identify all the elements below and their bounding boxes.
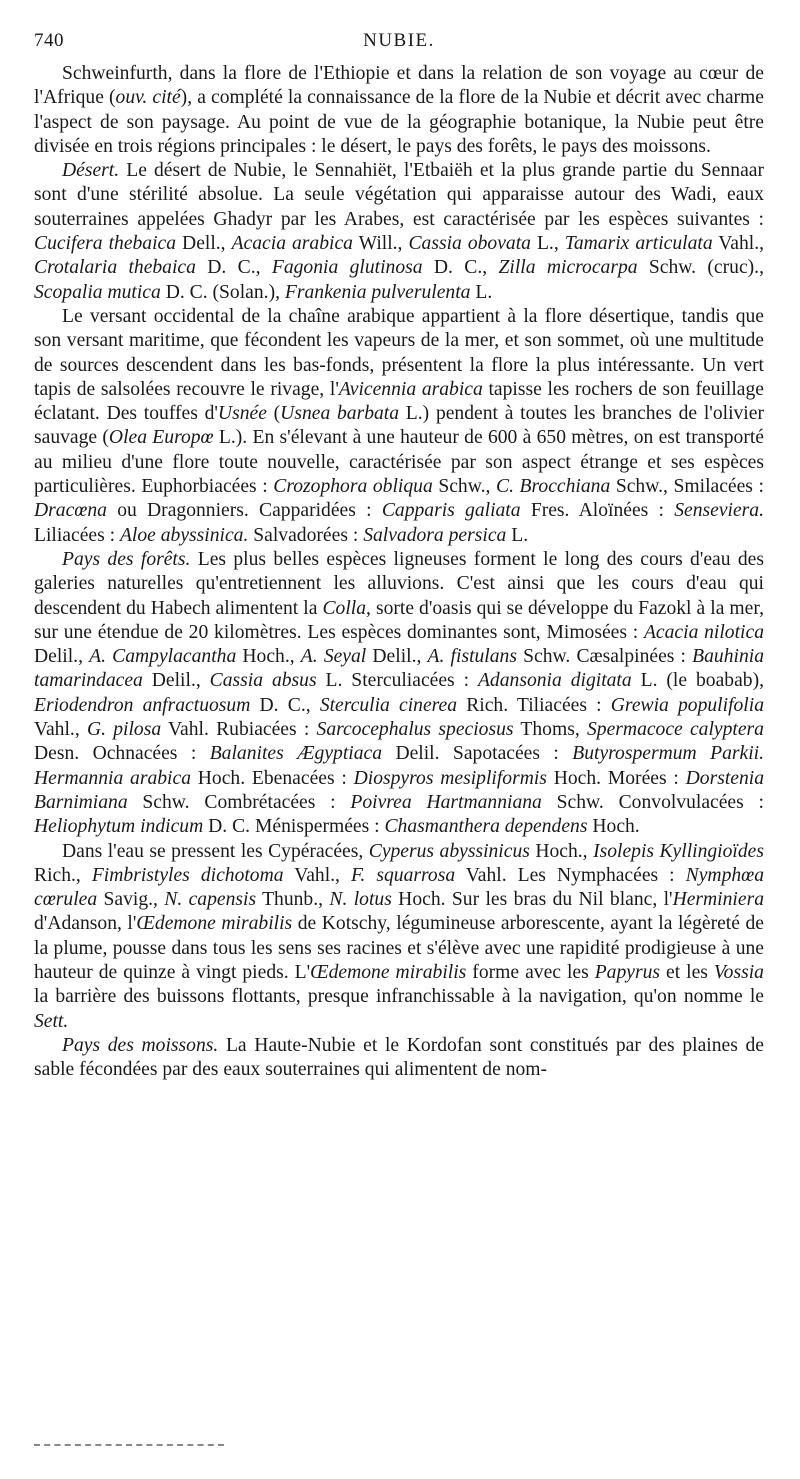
italic-run: Bauhinia tamarindacea: [34, 646, 764, 692]
italic-run: Aloe abyssinica.: [119, 524, 249, 546]
text-run: ), a complété la connaissance de la flore de la Nubie et décrit avec charme l'aspect de son paysage. Au point de vue de la géographie botanique, la Nubie peut être divisée en trois régions principales : le désert, le pays des forêts, le pays des moissons.: [34, 87, 764, 157]
text-run: Delil.,: [142, 670, 210, 692]
italic-run: Eriodendron anfractuosum: [34, 694, 251, 716]
text-run: (: [266, 403, 281, 425]
italic-run: Acacia nilotica: [643, 621, 764, 643]
text-run: Schw., Smilacées :: [610, 476, 764, 498]
italic-run: Nymphœa cœrulea: [34, 864, 765, 911]
text-run: Fres. Aloïnées :: [520, 500, 675, 522]
paragraph-schweinfurth: [34, 62, 764, 159]
italic-run: Fimbristyles dichotoma: [91, 864, 284, 886]
text-run: Will.,: [352, 233, 409, 255]
text-run: Le désert de Nubie, le Sennahiët, l'Etbaiëh et la plus grande partie du Sennaar sont d'une stérilité absolue. La seule végétation qui apparaisse autour des Wadi, eaux souterraines appelées Ghadyr par les Arabes, est caractérisée par les espèces suivantes :: [34, 160, 764, 230]
italic-run: N. capensis: [164, 889, 257, 911]
text-run: L. Sterculiacées :: [316, 670, 478, 692]
body-text: [34, 62, 764, 1082]
running-title: NUBIE.: [363, 30, 435, 51]
text-run: d'Adanson, l': [34, 913, 137, 935]
italic-run: Crozophora obliqua: [273, 476, 433, 498]
text-run: et les: [660, 961, 714, 983]
text-run: Hoch. Morées :: [546, 767, 686, 789]
paragraph-pays-des-moissons: [34, 1034, 764, 1083]
italic-run: A. fistulans: [427, 646, 517, 668]
text-run: L.). En s'élevant à une hauteur de 600 à 650 mètres, on est transporté au milieu d'une flore toute nouvelle, caractérisée par son aspect étrange et ses espèces particulières. Euphorbiacées :: [34, 427, 764, 498]
italic-run: Salvadora persica: [363, 524, 507, 546]
italic-run: Sterculia cinerea: [319, 694, 458, 716]
text-run: Rich.,: [34, 864, 92, 886]
italic-run: Usnée: [217, 403, 267, 425]
italic-run: Fagonia glutinosa: [271, 257, 423, 279]
text-run: Hoch. Ebenacées :: [191, 767, 354, 789]
book-page: [34, 30, 764, 1082]
text-run: la barrière des buissons flottants, presque infranchissable à la navigation, qu'on nomme le: [34, 986, 764, 1008]
text-run: Rich. Tiliacées :: [457, 694, 611, 716]
italic-run: Chasmanthera dependens: [384, 816, 588, 838]
text-run: Hoch. Sur les bras du Nil blanc, l': [391, 889, 673, 911]
italic-run: Zilla microcarpa: [498, 257, 638, 279]
italic-run: Herminiera: [672, 889, 764, 911]
italic-run: Œdemone mirabilis: [136, 913, 293, 935]
italic-run: G. pilosa: [86, 719, 162, 741]
text-run: Schw. (cruc).,: [637, 257, 764, 279]
italic-run: A. Campylacantha: [89, 646, 237, 668]
text-run: ou Dragonniers. Capparidées :: [106, 500, 382, 522]
text-run: Savig.,: [97, 889, 165, 911]
italic-run: Cassia obovata: [408, 233, 531, 255]
text-run: de Kotschy, légumineuse arborescente, ayant la légèreté de la plume, pousse dans tous les sens ses racines et s'élève avec une rapidité prodigieuse à une hauteur de quinze à vingt pieds. L': [34, 913, 764, 983]
text-run: Vahl. Les Nymphacées :: [455, 864, 686, 886]
italic-run: Isolepis Kyllingioïdes: [593, 840, 764, 862]
paragraph-desert: [34, 159, 764, 305]
text-run: Desn. Ochnacées :: [34, 743, 210, 765]
italic-run: Sett.: [34, 1010, 69, 1032]
italic-run: N. lotus: [329, 889, 392, 911]
paragraph-aquatic-plants: [34, 840, 764, 1034]
text-run: Thoms,: [513, 719, 587, 741]
italic-run: Pays des forêts.: [62, 548, 191, 570]
text-run: Schweinfurth, dans la flore de l'Ethiopie et dans la relation de son voyage au cœur de l'Afrique (: [34, 63, 764, 109]
text-run: L.: [470, 281, 493, 303]
text-run: Dell.,: [176, 233, 232, 255]
text-run: Delil.,: [366, 646, 428, 668]
text-run: Hoch.,: [236, 646, 301, 668]
italic-run: Scopalia mutica: [34, 281, 161, 303]
italic-run: Heliophytum indicum: [34, 816, 204, 838]
text-run: Les plus belles espèces ligneuses forment le long des cours d'eau des galeries naturelles qu'entretiennent les alluvions. C'est ainsi que les cours d'eau qui descendent du Habech alimentent la: [34, 548, 764, 619]
italic-run: Papyrus: [594, 961, 661, 983]
footer-dashed-rule: [34, 1444, 224, 1446]
italic-run: C. Brocchiana: [496, 476, 611, 498]
italic-run: Olea Europœ: [108, 427, 214, 449]
text-run: tapisse les rochers de son feuillage éclatant. Des touffes d': [34, 378, 764, 425]
italic-run: Diospyros mesipliformis: [353, 767, 547, 789]
text-run: Liliacées :: [34, 524, 120, 546]
italic-run: Spermacoce calyptera: [587, 719, 764, 741]
italic-run: Usnea barbata: [280, 403, 400, 425]
text-run: Salvadorées :: [248, 524, 364, 546]
text-run: D. C. (Solan.),: [160, 281, 285, 303]
italic-run: Butyrospermum Parkii. Hermannia arabica: [34, 743, 764, 789]
italic-run: Adansonia digitata: [477, 670, 632, 692]
text-run: L.,: [530, 233, 565, 255]
italic-run: Frankenia pulverulenta: [284, 281, 471, 303]
text-run: La Haute-Nubie et le Kordofan sont constitués par des plaines de sable fécondées par des eaux souterraines qui alimentent de nom-: [34, 1034, 764, 1081]
text-run: Schw. Cæsalpinées :: [516, 646, 693, 668]
italic-run: Crotalaria thebaica: [34, 257, 196, 279]
italic-run: Œdemone mirabilis: [310, 961, 467, 983]
italic-run: ouv. cité: [115, 87, 181, 109]
text-run: Schw. Convolvulacées :: [541, 791, 764, 813]
italic-run: Pays des moissons.: [62, 1034, 219, 1056]
text-run: Thunb.,: [256, 889, 330, 911]
page-number: 740: [34, 30, 64, 51]
text-run: D. C.,: [250, 694, 320, 716]
text-run: Le versant occidental de la chaîne arabique appartient à la flore désertique, tandis que son versant maritime, que fécondent les vapeurs de la mer, et son sommet, où une multitude de sources descendent dans les bas-fonds, présentent la flore la plus intéressante. Un vert tapis de salsolées recouvre le rivage, l': [34, 305, 764, 400]
paragraph-pays-des-forets: [34, 548, 764, 840]
text-run: L.: [506, 524, 529, 546]
italic-run: Sarcocephalus speciosus: [316, 719, 514, 741]
italic-run: A. Seyal: [300, 646, 367, 668]
text-run: D. C. Ménispermées :: [203, 816, 385, 838]
text-run: Dans l'eau se pressent les Cypéracées,: [62, 840, 369, 862]
text-run: Vahl.,: [34, 719, 87, 741]
text-run: forme avec les: [466, 961, 595, 983]
italic-run: Grewia populifolia: [610, 694, 764, 716]
text-run: D. C.,: [195, 257, 272, 279]
italic-run: Colla: [322, 597, 367, 619]
italic-run: Cyperus abyssinicus: [368, 840, 530, 862]
italic-run: Vossia: [713, 961, 764, 983]
text-run: L. (le boabab),: [631, 670, 764, 692]
paragraph-arabian-chain: [34, 305, 764, 548]
italic-run: F. squarrosa: [350, 864, 456, 886]
text-run: , sorte d'oasis qui se développe du Fazokl à la mer, sur une étendue de 20 kilomètres. Les espèces dominantes sont, Mimosées :: [34, 597, 764, 643]
italic-run: Cucifera thebaica: [34, 233, 177, 255]
italic-run: Acacia arabica: [231, 233, 353, 255]
text-run: L.) pendent à toutes les branches de l'olivier sauvage (: [34, 403, 764, 449]
text-run: Schw. Combrétacées :: [127, 791, 351, 813]
running-header: [34, 30, 764, 56]
italic-run: Senseviera.: [674, 500, 765, 522]
text-run: Vahl.,: [712, 233, 765, 255]
italic-run: Poivrea Hartmanniana: [350, 791, 542, 813]
italic-run: Cassia absus: [209, 670, 317, 692]
text-run: D. C.,: [422, 257, 499, 279]
text-run: Hoch.,: [529, 840, 594, 862]
italic-run: Désert.: [62, 160, 120, 182]
italic-run: Avicennia arabica: [338, 378, 483, 400]
italic-run: Dorstenia Barnimiana: [34, 767, 764, 813]
text-run: Schw.,: [432, 476, 496, 498]
text-run: Vahl. Rubiacées :: [161, 719, 317, 741]
italic-run: Dracœna: [34, 500, 107, 522]
text-run: Delil. Sapotacées :: [382, 743, 573, 765]
italic-run: Capparis galiata: [381, 500, 521, 522]
text-run: Hoch.: [587, 816, 640, 838]
text-run: Vahl.,: [283, 864, 351, 886]
text-run: Delil.,: [34, 646, 90, 668]
italic-run: Tamarix articulata: [564, 233, 713, 255]
italic-run: Balanites Ægyptiaca: [209, 743, 383, 765]
